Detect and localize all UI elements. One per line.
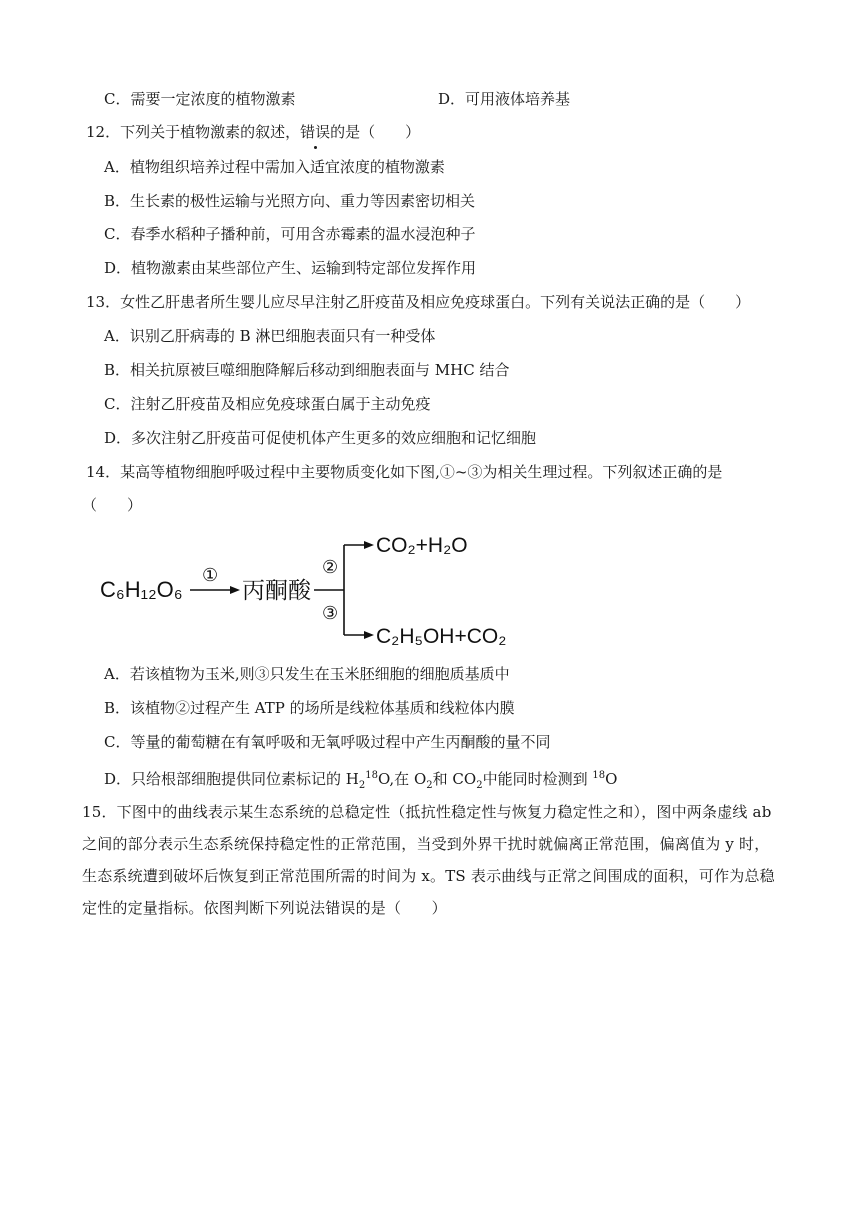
q14-option-b: B．该植物②过程产生 ATP 的场所是线粒体基质和线粒体内膜 [104,699,515,717]
diagram-arrowhead-3 [364,631,374,639]
diagram-substrate: C₆H₁₂O₆ [100,577,183,602]
q12-option-d: D．植物激素由某些部位产生、运输到特定部位发挥作用 [104,259,477,277]
diagram-arrowhead-2 [364,541,374,549]
q12-stem-emphasis: 错误 [300,123,331,141]
q13-option-a: A．识别乙肝病毒的 B 淋巴细胞表面只有一种受体 [104,327,436,345]
diagram-intermediate: 丙酮酸 [242,577,311,603]
q12-stem-after: 的是（ ） [330,123,421,141]
q14-option-a: A．若该植物为玉米,则③只发生在玉米胚细胞的细胞质基质中 [104,665,510,683]
q14-stem-line2: （ ） [82,496,143,514]
q12-stem [86,121,420,143]
q14-stem-line1: 14．某高等植物细胞呼吸过程中主要物质变化如下图,①~③为相关生理过程。下列叙述正确的是 [86,463,723,481]
q12-option-b: B．生长素的极性运输与光照方向、重力等因素密切相关 [104,192,476,210]
q13-option-c: C．注射乙肝疫苗及相应免疫球蛋白属于主动免疫 [104,395,431,413]
q12-stem-before: 12．下列关于植物激素的叙述， [86,123,301,141]
q13-option-b: B．相关抗原被巨噬细胞降解后移动到细胞表面与 MHC 结合 [104,361,510,379]
q11-option-c: C．需要一定浓度的植物激素 [104,90,296,108]
diagram-arrowhead-1 [230,586,240,594]
q12-option-a: A．植物组织培养过程中需加入适宜浓度的植物激素 [104,158,445,176]
q15-stem: 15．下图中的曲线表示某生态系统的总稳定性（抵抗性稳定性与恢复力稳定性之和），图中两条虚线 ab 之间的部分表示生态系统保持稳定性的正常范围，当受到外界干扰时就偏离正常范围，偏离值为 y 时，生态系统遭到破坏后恢复到正常范围所需的时间为 x。TS 表示曲线与正常之间围成的面积，可作为总稳定性的定量指标。依图判断下列说法错误的是（ ） [82,803,775,917]
diagram-step-3: ③ [322,603,339,623]
q11-option-d: D．可用液体培养基 [438,90,571,108]
diagram-step-1: ① [202,565,219,585]
q13-option-d: D．多次注射乙肝疫苗可促使机体产生更多的效应细胞和记忆细胞 [104,429,537,447]
respiration-diagram [98,523,518,653]
q13-stem: 13．女性乙肝患者所生婴儿应尽早注射乙肝疫苗及相应免疫球蛋白。下列有关说法正确的是（ ） [86,293,751,311]
q12-option-c: C．春季水稻种子播种前，可用含赤霉素的温水浸泡种子 [104,225,476,243]
q14-option-c: C．等量的葡萄糖在有氧呼吸和无氧呼吸过程中产生丙酮酸的量不同 [104,733,551,751]
q14-option-d: D．只给根部细胞提供同位素标记的 $H_2^{18}O$,在 $O_2$和 $CO_2$中能同时检测到 $^{18}$O [104,770,618,791]
diagram-product-anaerobic: C₂H₅OH+CO₂ [376,625,507,648]
diagram-product-aerobic: CO₂+H₂O [376,534,468,557]
diagram-step-2: ② [322,557,339,577]
